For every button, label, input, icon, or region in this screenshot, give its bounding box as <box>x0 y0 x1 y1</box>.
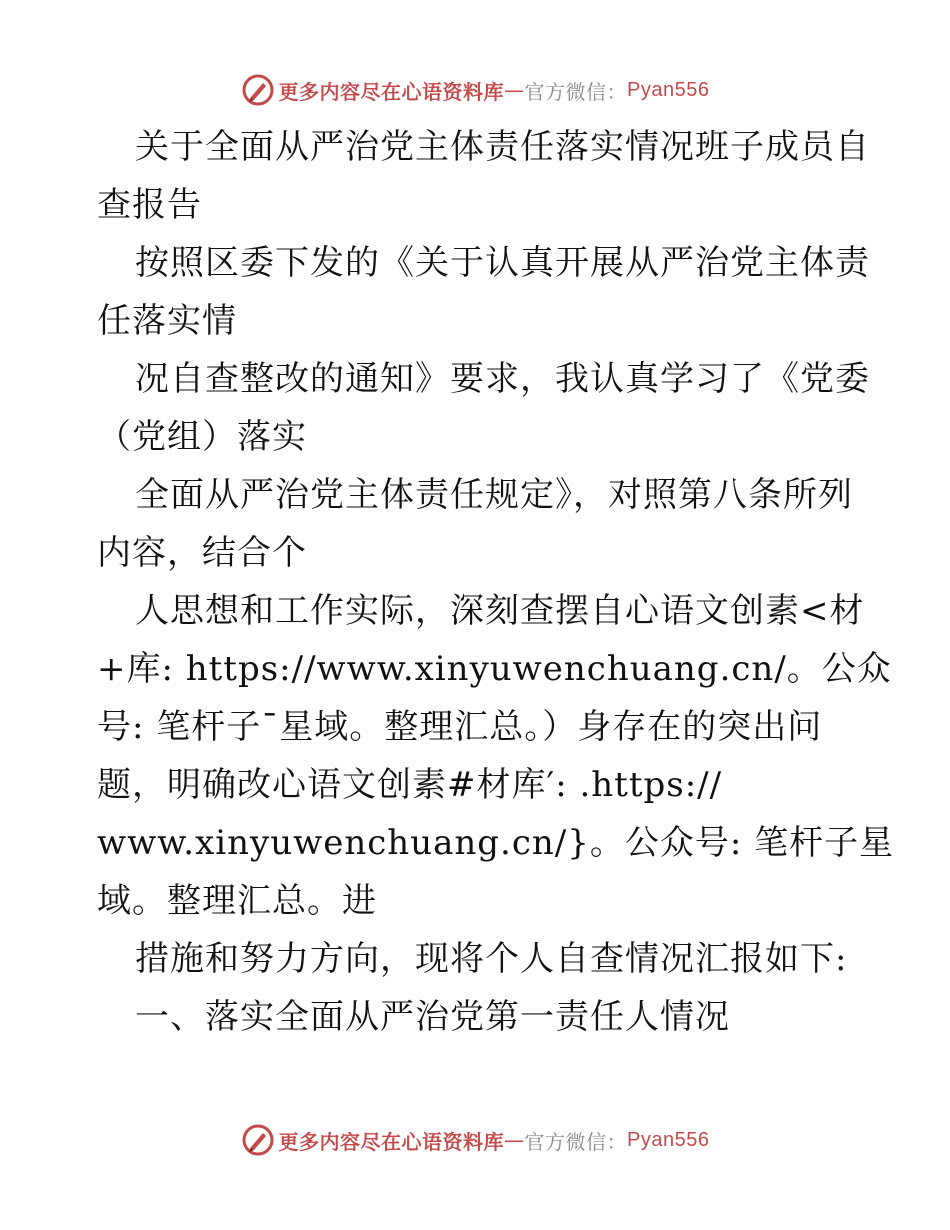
text-line: 号: 笔杆子¯星域。整理汇总。）身存在的突出问 <box>97 707 823 747</box>
watermark-main-text: 更多内容尽在心语资料库 <box>278 79 505 104</box>
text-line: 关于全面从严治党主体责任落实情况班子成员自 <box>135 127 870 167</box>
section-heading: 一、落实全面从严治党第一责任人情况 <box>135 997 730 1037</box>
text-line: www.xinyuwenchuang.cn/}。公众号: 笔杆子星 <box>97 823 895 863</box>
watermark-sub-text: 官方微信： <box>524 1129 628 1154</box>
text-line: 况自查整改的通知》要求，我认真学习了《党委 <box>135 359 870 399</box>
text-line: （党组）落实 <box>97 417 307 457</box>
pen-logo-icon <box>241 73 275 107</box>
text-line: 按照区委下发的《关于认真开展从严治党主体责 <box>135 243 870 283</box>
text-line: 查报告 <box>97 185 202 225</box>
watermark-main-text: 更多内容尽在心语资料库 <box>278 1129 505 1154</box>
text-line: 措施和努力方向，现将个人自查情况汇报如下: <box>135 939 848 979</box>
text-line: 任落实情 <box>97 301 237 341</box>
watermark-wechat-id: Pyan556 <box>627 1128 710 1151</box>
text-line: 内容，结合个 <box>97 533 307 573</box>
footer-watermark <box>0 1120 950 1160</box>
text-line: 域。整理汇总。进 <box>97 881 377 921</box>
text-line: 题，明确改心语文创素#材库′: .https:// <box>97 765 723 805</box>
watermark-dash: — <box>504 78 525 102</box>
text-line: +库: https://www.xinyuwenchuang.cn/。公众 <box>97 649 892 689</box>
text-line: 全面从严治党主体责任规定》，对照第八条所列 <box>135 475 853 515</box>
header-watermark <box>0 70 950 110</box>
pen-logo-icon <box>241 1123 275 1157</box>
watermark-sub-text: 官方微信： <box>524 79 628 104</box>
text-line: 人思想和工作实际，深刻查摆自心语文创素<材 <box>135 591 865 631</box>
watermark-wechat-id: Pyan556 <box>627 78 710 101</box>
document-body <box>97 118 895 1046</box>
watermark-dash: — <box>504 1128 525 1152</box>
